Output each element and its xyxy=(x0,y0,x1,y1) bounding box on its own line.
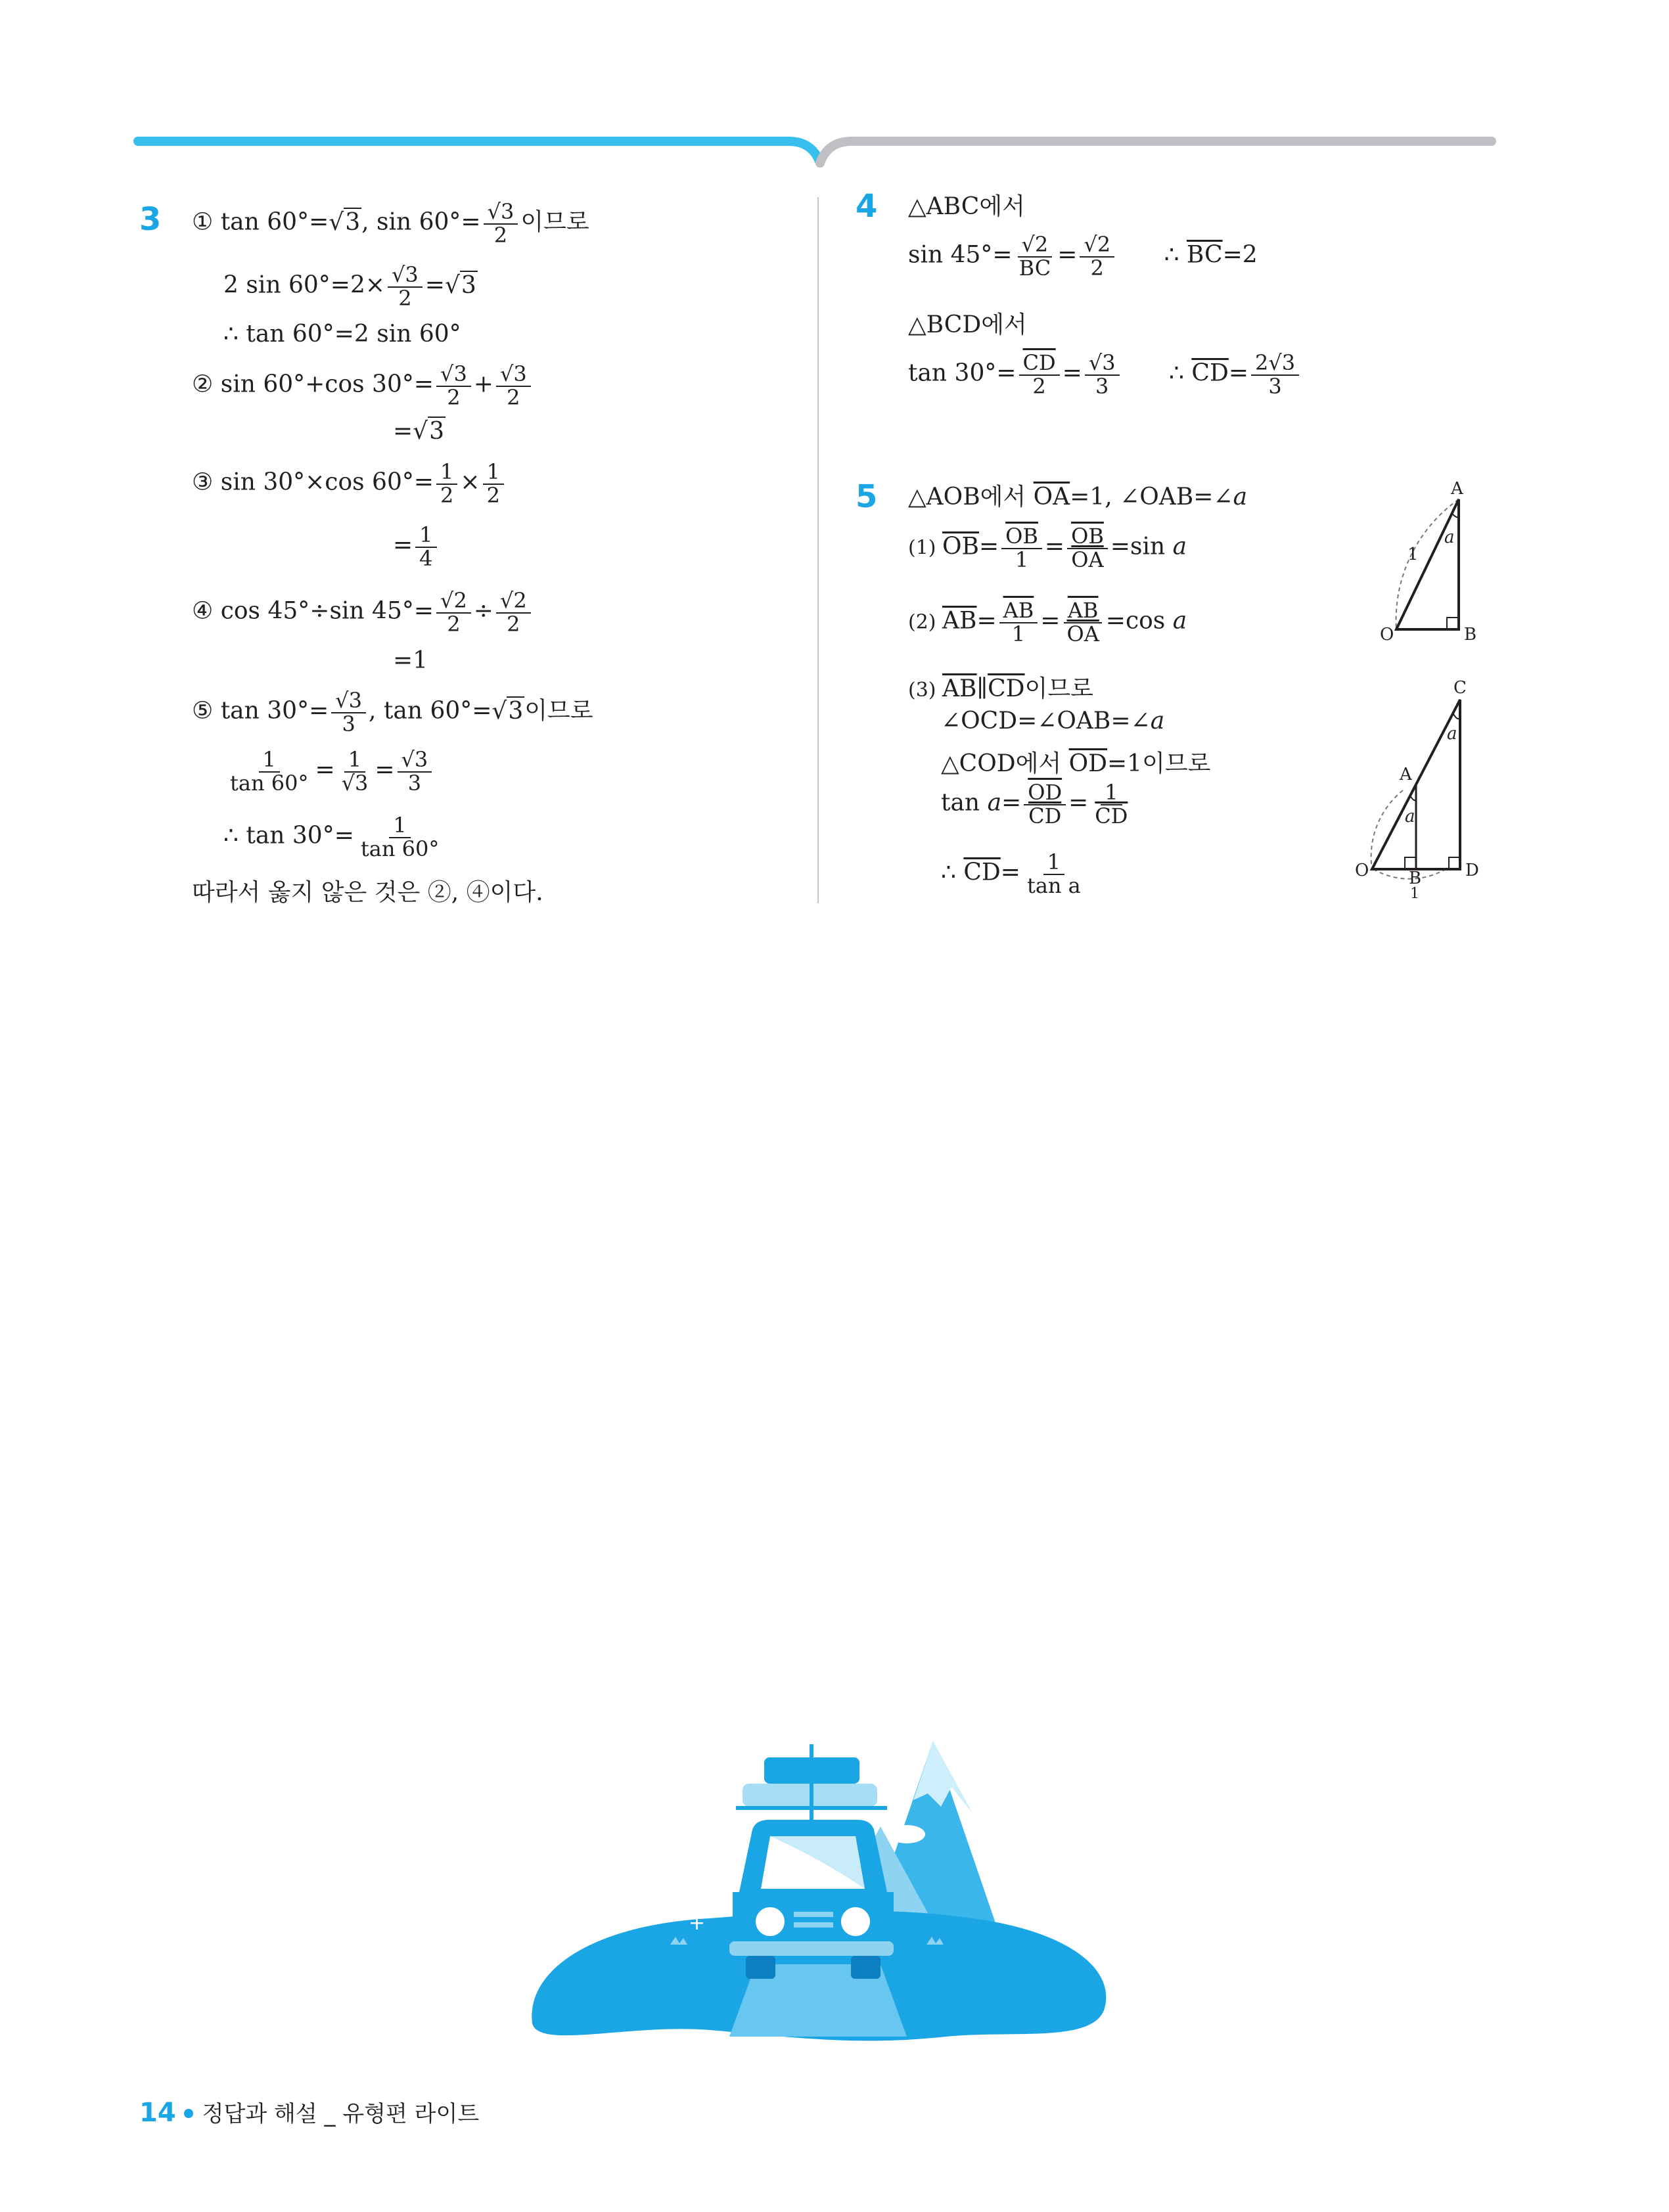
fig1-label-a: a xyxy=(1444,528,1455,547)
svg-text:+: + xyxy=(689,1912,706,1935)
svg-text:+: + xyxy=(698,1896,715,1919)
fig2-label-B: B xyxy=(1409,869,1422,888)
fig2-label-D: D xyxy=(1465,861,1479,880)
svg-text:+: + xyxy=(682,1896,699,1919)
fig1-label-O: O xyxy=(1380,625,1394,644)
problem-5-number: 5 xyxy=(856,478,878,515)
figure-triangle-aob xyxy=(1367,480,1498,650)
car-illustration xyxy=(513,1721,1130,2050)
car-headlight-left xyxy=(756,1907,785,1936)
p5-line-3: (2) $\overline{AB}=$ $\frac{\overline{AB}}{1}$ = $\frac{\overline{AB}}{OA}$ =cos a xyxy=(908,598,1187,646)
p3-line-7: = $\frac{1}{4}$ xyxy=(393,524,440,570)
footer-dot-icon xyxy=(184,2109,193,2118)
p4-line-4: tan 30°= $\frac{\overline{CD}}{2}$ = $\frac{√3}{3}$ ∴ $\overline{CD}=$ $\frac{2√3}{3}$ xyxy=(908,352,1302,397)
fig2-label-a-lower: a xyxy=(1405,807,1415,826)
p3-line-12: ∴ tan 30°= $\frac{1}{\tan 60^\circ}$ xyxy=(223,813,440,861)
problem-3-number: 3 xyxy=(139,201,162,238)
p3-line-9: =1 xyxy=(393,647,428,674)
column-divider xyxy=(817,197,819,903)
p5-line-6: △COD에서 $\overline{OD}=1$이므로 xyxy=(941,750,1211,777)
page-number: 14 xyxy=(139,2098,176,2128)
p3-line-2: 2 sin 60°=2× $\frac{√3}{2}$ =√3 xyxy=(223,262,476,311)
car-headlight-right xyxy=(841,1907,870,1936)
p3-line-4: ② sin 60°+cos 30°= $\frac{√3}{2}$ + $\frac{√3}{2}$ xyxy=(192,363,534,409)
fig1-label-1: 1 xyxy=(1407,545,1419,564)
p5-line-4: (3) $\overline{AB}\parallel\overline{CD}$이므로 xyxy=(908,675,1093,702)
car-bumper xyxy=(729,1941,894,1956)
p5-line-5: ∠OCD=∠OAB=∠a xyxy=(941,708,1165,734)
p3-conclusion: 따라서 옳지 않은 것은 ②, ④이다. xyxy=(192,879,543,906)
p3-line-10: ⑤ tan 30°= $\frac{√3}{3}$ , tan 60°=√3이므로 xyxy=(192,688,593,736)
p5-line-8: ∴ $\overline{CD}=$ $\frac{1}{\text{tan a}}$ xyxy=(941,849,1081,898)
p5-line-2: (1) $\overline{OB}=$ $\frac{\overline{OB}}{1}$ = $\frac{\overline{OB}}{OA}$ =sin a xyxy=(908,524,1187,572)
problem-4-number: 4 xyxy=(856,188,878,225)
fig2-label-A: A xyxy=(1400,765,1412,784)
header-gray-bar xyxy=(820,141,1492,163)
p3-line-6: ③ sin 30°×cos 60°= $\frac{1}{2}$ × $\frac{1}{2}$ xyxy=(192,461,507,507)
header-bar xyxy=(0,0,1669,171)
p3-line-3: ∴ tan 60°=2 sin 60° xyxy=(223,321,461,348)
p3-line-1: ① tan 60°=√3, sin 60°= $\frac{√3}{2}$ 이므로 xyxy=(192,199,589,248)
fig2-label-C: C xyxy=(1453,678,1467,698)
fig2-label-1: 1 xyxy=(1410,886,1419,902)
p3-line-5: =√3 xyxy=(393,418,445,445)
p4-line-2: sin 45°= $\frac{√2}{BC}$ = $\frac{√2}{2}$ ∴ $\overline{BC}=2$ xyxy=(908,232,1258,281)
footer-title: 정답과 해설 _ 유형편 라이트 xyxy=(202,2101,480,2127)
p4-line-1: △ABC에서 xyxy=(908,193,1025,220)
fig2-label-O: O xyxy=(1355,861,1369,880)
fig2-label-a-upper: a xyxy=(1447,724,1457,744)
figure-triangle-cod xyxy=(1347,673,1505,903)
p5-line-1: △AOB에서 $\overline{OA}=1$, ∠OAB=∠a xyxy=(908,484,1248,510)
fig1-label-B: B xyxy=(1464,625,1477,644)
page-footer xyxy=(139,2096,479,2128)
fig1-label-A: A xyxy=(1451,480,1463,499)
p5-line-7: tan a= $\frac{\overline{OD}}{CD}$ = $\frac{1}{CD}$ xyxy=(941,780,1128,828)
p3-line-8: ④ cos 45°÷sin 45°= $\frac{√2}{2}$ ÷ $\frac{√2}{2}$ xyxy=(192,590,534,635)
p4-line-3: △BCD에서 xyxy=(908,311,1027,338)
header-accent-bar xyxy=(138,141,820,163)
p3-line-11: $\frac{1}{\tan 60^\circ}$ = $\frac{1}{√3}$ = $\frac{√3}{3}$ xyxy=(223,749,434,794)
